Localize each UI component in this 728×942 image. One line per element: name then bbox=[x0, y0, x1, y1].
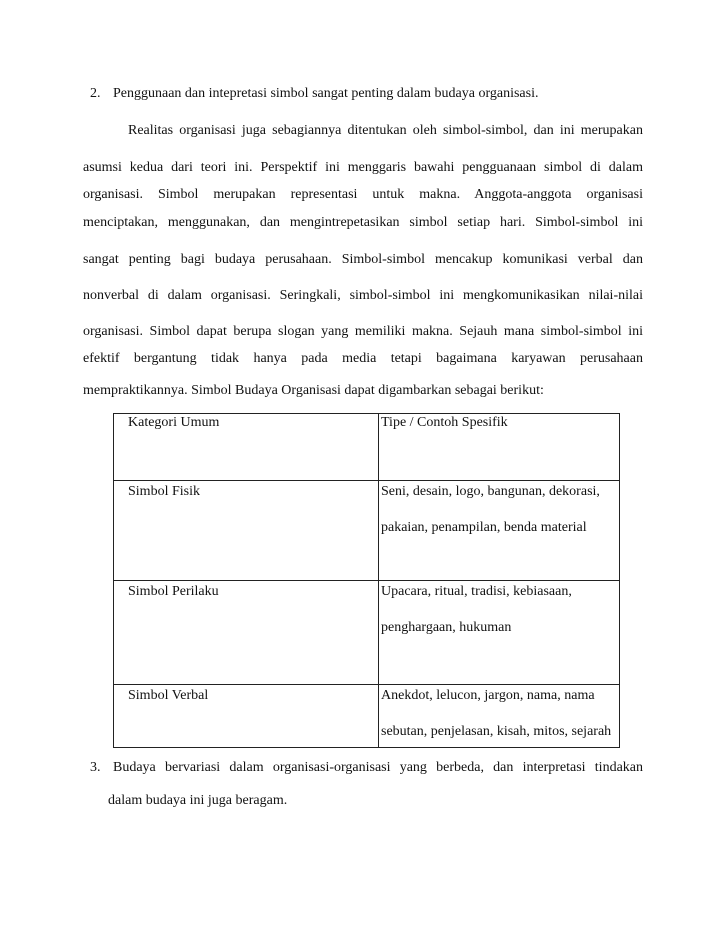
list-item-3-line: Budaya bervariasi dalam organisasi-organisasi yang berbeda, dan interpretasi tindakan bbox=[113, 760, 643, 775]
examples-line: penghargaan, hukuman bbox=[381, 620, 512, 635]
header-cell-examples bbox=[379, 414, 620, 481]
paragraph-line: nonverbal di dalam organisasi. Seringkali, simbol-simbol ini mengkomunikasikan nilai-nilai bbox=[83, 288, 643, 303]
list-item-2-text: Penggunaan dan intepretasi simbol sangat penting dalam budaya organisasi. bbox=[113, 86, 539, 101]
paragraph-line: Realitas organisasi juga sebagiannya ditentukan oleh simbol-simbol, dan ini merupakan bbox=[128, 123, 643, 138]
paragraph-line: organisasi. Simbol dapat berupa slogan yang memiliki makna. Sejauh mana simbol-simbol ini bbox=[83, 324, 643, 339]
list-number-3: 3. bbox=[90, 760, 101, 775]
paragraph-line: efektif bergantung tidak hanya pada media tetapi bagaimana karyawan perusahaan bbox=[83, 351, 643, 366]
category-label: Simbol Verbal bbox=[128, 688, 209, 703]
table-row bbox=[114, 581, 620, 685]
header-cell-category bbox=[114, 414, 379, 481]
symbol-table bbox=[113, 413, 620, 748]
table-row bbox=[114, 481, 620, 581]
examples-cell bbox=[379, 481, 620, 581]
table-row bbox=[114, 685, 620, 748]
list-item-3-line: dalam budaya ini juga beragam. bbox=[108, 793, 288, 808]
examples-line: Seni, desain, logo, bangunan, dekorasi, bbox=[381, 484, 600, 499]
examples-line: sebutan, penjelasan, kisah, mitos, sejarah bbox=[381, 724, 612, 739]
list-number-2: 2. bbox=[90, 86, 101, 101]
examples-cell bbox=[379, 685, 620, 748]
header-category-label: Kategori Umum bbox=[128, 415, 220, 430]
examples-line: Anekdot, lelucon, jargon, nama, nama bbox=[381, 688, 595, 703]
category-cell bbox=[114, 581, 379, 685]
category-label: Simbol Perilaku bbox=[128, 584, 219, 599]
paragraph-line: menciptakan, menggunakan, dan mengintrepetasikan simbol setiap hari. Simbol-simbol ini bbox=[83, 215, 643, 230]
examples-line: Upacara, ritual, tradisi, kebiasaan, bbox=[381, 584, 572, 599]
category-cell bbox=[114, 685, 379, 748]
category-cell bbox=[114, 481, 379, 581]
paragraph-line: sangat penting bagi budaya perusahaan. Simbol-simbol mencakup komunikasi verbal dan bbox=[83, 252, 643, 267]
header-examples-label: Tipe / Contoh Spesifik bbox=[381, 415, 508, 430]
examples-cell bbox=[379, 581, 620, 685]
category-label: Simbol Fisik bbox=[128, 484, 200, 499]
paragraph-line: asumsi kedua dari teori ini. Perspektif ini menggaris bawahi pengguanaan simbol di dalam bbox=[83, 160, 643, 175]
paragraph-line: mempraktikannya. Simbol Budaya Organisasi dapat digambarkan sebagai berikut: bbox=[83, 383, 544, 398]
paragraph-line: organisasi. Simbol merupakan representasi untuk makna. Anggota-anggota organisasi bbox=[83, 187, 643, 202]
table-header-row bbox=[114, 414, 620, 481]
examples-line: pakaian, penampilan, benda material bbox=[381, 520, 587, 535]
